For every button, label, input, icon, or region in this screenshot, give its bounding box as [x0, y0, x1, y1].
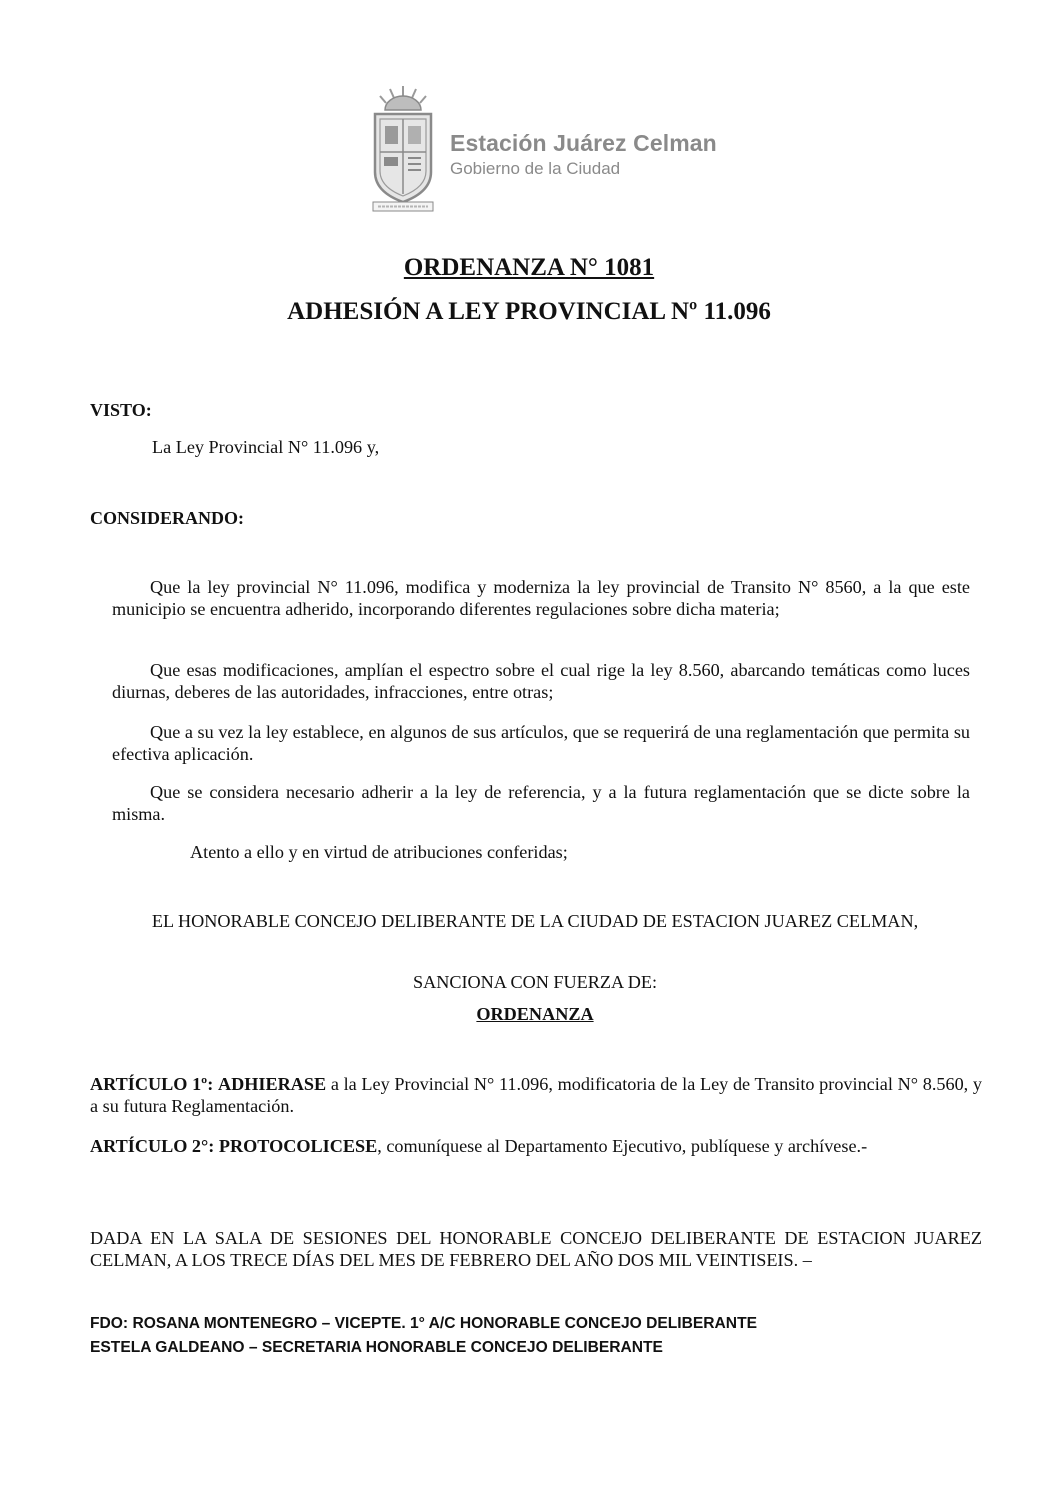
- council-statement: EL HONORABLE CONCEJO DELIBERANTE DE LA CIUDAD DE ESTACION JUAREZ CELMAN,: [151, 911, 919, 931]
- sanction-force: SANCIONA CON FUERZA DE:: [412, 972, 658, 992]
- ordinance-number-title: ORDENANZA N° 1081: [403, 254, 655, 281]
- municipal-logo: [368, 84, 717, 216]
- ordinance-heading: ORDENANZA: [476, 1004, 594, 1024]
- brand-name: Estación Juárez Celman: [450, 130, 717, 156]
- considerando-paragraph: Que a su vez la ley establece, en algunos de sus artículos, que se requerirá de una reglamentación que permita su efectiva aplicación.: [112, 722, 970, 764]
- considerando-label: CONSIDERANDO:: [90, 508, 245, 528]
- signature-line-2: ESTELA GALDEANO – SECRETARIA HONORABLE CONCEJO DELIBERANTE: [90, 1339, 663, 1356]
- considerando-paragraph: Que se considera necesario adherir a la ley de referencia, y a la futura reglamentación que se dicte sobre la misma.: [112, 782, 970, 824]
- signature-line-1: FDO: ROSANA MONTENEGRO – VICEPTE. 1° A/C HONORABLE CONCEJO DELIBERANTE: [90, 1315, 757, 1332]
- visto-label: VISTO:: [90, 400, 152, 420]
- given-statement: DADA EN LA SALA DE SESIONES DEL HONORABLE CONCEJO DELIBERANTE DE ESTACION JUAREZ CELMAN, A LOS TRECE DÍAS DEL MES DE FEBRERO DEL AÑO DOS MIL VEINTISEIS. –: [90, 1228, 982, 1270]
- article-1-text: a la Ley Provincial N° 11.096, modificatoria de la Ley de Transito provincial N° 8.560, y a su futura Reglamentación.: [90, 1074, 983, 1116]
- visto-text: La Ley Provincial N° 11.096 y,: [152, 437, 380, 457]
- article-2-label: ARTÍCULO 2°:: [90, 1136, 215, 1156]
- article-2-keyword: PROTOCOLICESE: [218, 1136, 378, 1156]
- considerando-paragraph: Que esas modificaciones, amplían el espectro sobre el cual rige la ley 8.560, abarcando temáticas como luces diurnas, deberes de las autoridades, infracciones, entre otras;: [112, 660, 970, 702]
- considerando-paragraph: Que la ley provincial N° 11.096, modifica y moderniza la ley provincial de Transito N° 8560, a la que este municipio se encuentra adherido, incorporando diferentes regulaciones sobre dicha materia;: [112, 577, 970, 619]
- ordinance-subject-title: ADHESIÓN A LEY PROVINCIAL Nº 11.096: [287, 298, 771, 325]
- article-2: [90, 1135, 982, 1157]
- considerando-closing: Atento a ello y en virtud de atribuciones conferidas;: [190, 842, 568, 862]
- article-1-label: ARTÍCULO 1º:: [90, 1074, 214, 1094]
- article-1-keyword: ADHIERASE: [217, 1074, 327, 1094]
- article-1: [90, 1073, 982, 1117]
- article-2-text: , comuníquese al Departamento Ejecutivo, publíquese y archívese.-: [377, 1136, 868, 1156]
- brand-subtitle: Gobierno de la Ciudad: [450, 159, 621, 178]
- coat-of-arms-icon: [368, 84, 438, 214]
